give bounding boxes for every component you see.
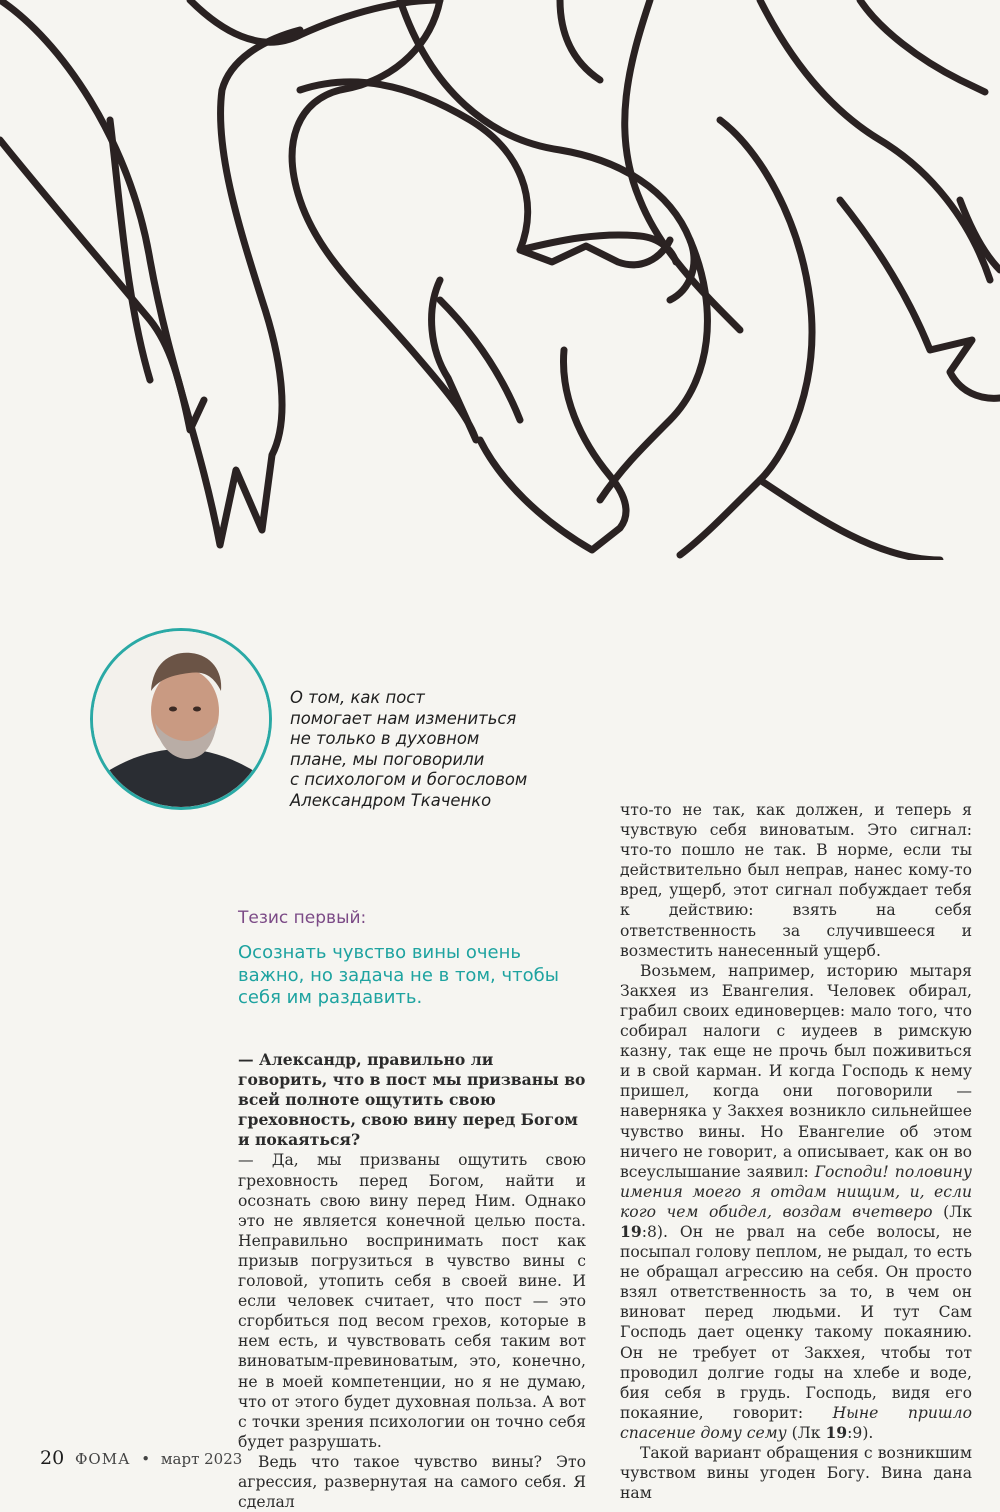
text-column-left <box>238 1050 586 1512</box>
scripture-ref-chapter: 19 <box>620 1221 642 1241</box>
paragraph: Такой вариант обращения с возникшим чувством вины угоден Богу. Вина дана нам <box>620 1444 972 1503</box>
text-column-right <box>620 800 972 1503</box>
author-portrait <box>90 628 272 810</box>
intro-line: помогает нам измениться <box>290 708 517 728</box>
intro-line: с психологом и богословом <box>290 770 528 789</box>
paragraph: Ведь что такое чувство вины? Это агрессия, развернутая на самого себя. Я сделал <box>238 1452 586 1512</box>
interview-question: — Александр, правильно ли говорить, что в пост мы призваны во всей полноте ощутить свою греховность, свою вину перед Богом и покаяться? <box>238 1050 586 1150</box>
scripture-ref-verse: :8) <box>641 1222 663 1241</box>
article-intro <box>290 688 570 811</box>
scripture-quote: Ныне пришло спасение дому сему <box>620 1403 972 1442</box>
footer-bullet: • <box>141 1450 151 1468</box>
intro-line: О том, как пост <box>290 688 425 707</box>
paragraph: что-то не так, как должен, и теперь я чувствую себя виноватым. Это сигнал: что-то пошло не так. В норме, если ты действительно был неправ, нанес кому-то вред, ущерб, этот сигнал побуждает тебя к действию: взять на себя ответственность за случившееся и возместить нанесенный ущерб. <box>620 801 972 960</box>
scripture-ref: (Лк <box>786 1423 826 1442</box>
issue-date: март 2023 <box>160 1450 243 1468</box>
thesis-line: себя им раздавить. <box>238 987 423 1008</box>
ink-line-illustration <box>0 0 1000 560</box>
interview-answer: — Да, мы призваны ощутить свою греховность перед Богом, найти и осознать свою вину перед Ним. Однако это не является конечной целью поста. Неправильно воспринимать пост как призыв погрузиться в чувство вины с головой, утопить себя в своей вине. И если человек считает, что пост — это сгорбиться под весом грехов, которые в нем есть, и чувствовать себя таким вот виноватым-превиноватым, это, конечно, не в моей компетенции, но я не думаю, что от этого будет духовная польза. А вот с точки зрения психологии он точно себя будет разрушать. <box>238 1151 586 1451</box>
portrait-photo <box>93 631 269 807</box>
intro-line: Александром Ткаченко <box>290 790 492 810</box>
intro-line: плане, мы поговорили <box>290 749 485 769</box>
paragraph-text: . Он не рвал на себе волосы, не посыпал голову пеплом, не рыдал, то есть не обращал агрессию на себя. Он просто взял ответственность за то, в чем он виноват перед людьми. И тут Сам Господь дает оценку такому покаянию. Он не требует от Закхея, чтобы тот проводил долгие годы на хлебе и воде, бия себя в грудь. Господь, видя его покаяние, говорит: <box>620 1222 972 1422</box>
scripture-ref: (Лк <box>932 1202 972 1221</box>
thesis-heading <box>238 942 598 1010</box>
magazine-name: ФОМА <box>74 1450 131 1468</box>
paragraph-text: Возьмем, например, историю мытаря Закхея из Евангелия. Человек обирал, грабил своих единоверцев: мало того, что собирал налоги с иудеев в римскую казну, так еще не прочь был поживиться и в свой карман. И когда Господь к нему пришел, когда они поговорили — наверняка у Закхея возникло сильнейшее чувство вины. Но Евангелие об этом ничего не говорит, а описывает, как он во всеуслышание заявил: <box>620 961 972 1181</box>
thesis-line: важно, но задача не в том, чтобы <box>238 964 559 986</box>
thesis-label: Тезис первый: <box>238 908 367 928</box>
paragraph-zacchaeus <box>620 961 972 1443</box>
page-number: 20 <box>40 1447 65 1469</box>
scripture-quote: Господи! половину имения моего я отдам нищим, и, если кого чем обидел, воздам вчетверо <box>620 1162 972 1221</box>
intro-line: не только в духовном <box>290 729 480 748</box>
scripture-ref-chapter: 19 <box>825 1422 848 1442</box>
thesis-line: Осознать чувство вины очень <box>238 942 521 963</box>
page-footer <box>40 1447 242 1469</box>
scripture-ref-verse: :9). <box>847 1423 874 1442</box>
